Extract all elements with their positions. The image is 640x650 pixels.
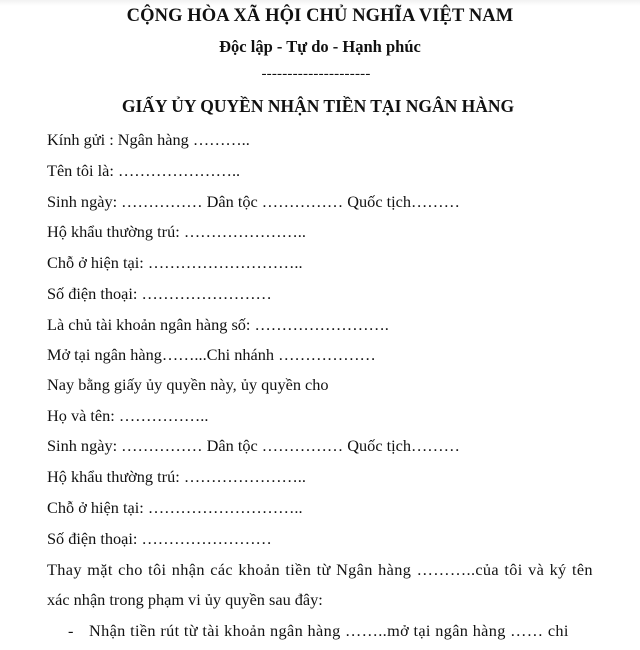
agent-name-line: Họ và tên: ……………..: [47, 406, 209, 425]
agent-permanent-residence-line: Hộ khẩu thường trú: …………………..: [47, 467, 306, 486]
recipient-bank-line: Kính gửi : Ngân hàng ………..: [47, 130, 250, 149]
agent-birth-ethnicity-nationality-line: Sinh ngày: …………… Dân tộc …………… Quốc tịch………: [47, 436, 460, 455]
national-motto: Độc lập - Tự do - Hạnh phúc: [219, 37, 421, 56]
principal-permanent-residence-line: Hộ khẩu thường trú: …………………..: [47, 222, 306, 241]
principal-name-line: Tên tôi là: …………………..: [47, 161, 241, 180]
principal-birth-ethnicity-nationality-line: Sinh ngày: …………… Dân tộc …………… Quốc tịch………: [47, 192, 460, 211]
document-title: GIẤY ỦY QUYỀN NHẬN TIỀN TẠI NGÂN HÀNG: [121, 96, 515, 116]
agent-current-address-line: Chỗ ở hiện tại: ………………………..: [47, 498, 303, 517]
principal-bank-branch-line: Mở tại ngân hàng……...Chi nhánh ………………: [47, 345, 376, 364]
delegation-intro-line: Nay bằng giấy ủy quyền này, ủy quyền cho: [47, 375, 329, 394]
list-item-withdraw-funds: Nhận tiền rút từ tài khoản ngân hàng ……..mở tại ngân hàng …… chi: [89, 621, 569, 640]
principal-account-number-line: Là chủ tài khoản ngân hàng số: …………………….: [47, 315, 389, 334]
scope-paragraph-line-1: Thay mặt cho tôi nhận các khoản tiền từ Ngân hàng ………..của tôi và ký tên: [47, 560, 593, 579]
principal-phone-line: Số điện thoại: ……………………: [47, 284, 272, 303]
agent-phone-line: Số điện thoại: ……………………: [47, 529, 272, 548]
national-header: CỘNG HÒA XÃ HỘI CHỦ NGHĨA VIỆT NAM: [126, 6, 514, 26]
list-item-marker: -: [68, 621, 74, 640]
principal-current-address-line: Chỗ ở hiện tại: ………………………..: [47, 253, 303, 272]
header-divider: ---------------------: [261, 66, 371, 82]
scope-paragraph-line-2: xác nhận trong phạm vi ủy quyền sau đây:: [47, 590, 323, 609]
